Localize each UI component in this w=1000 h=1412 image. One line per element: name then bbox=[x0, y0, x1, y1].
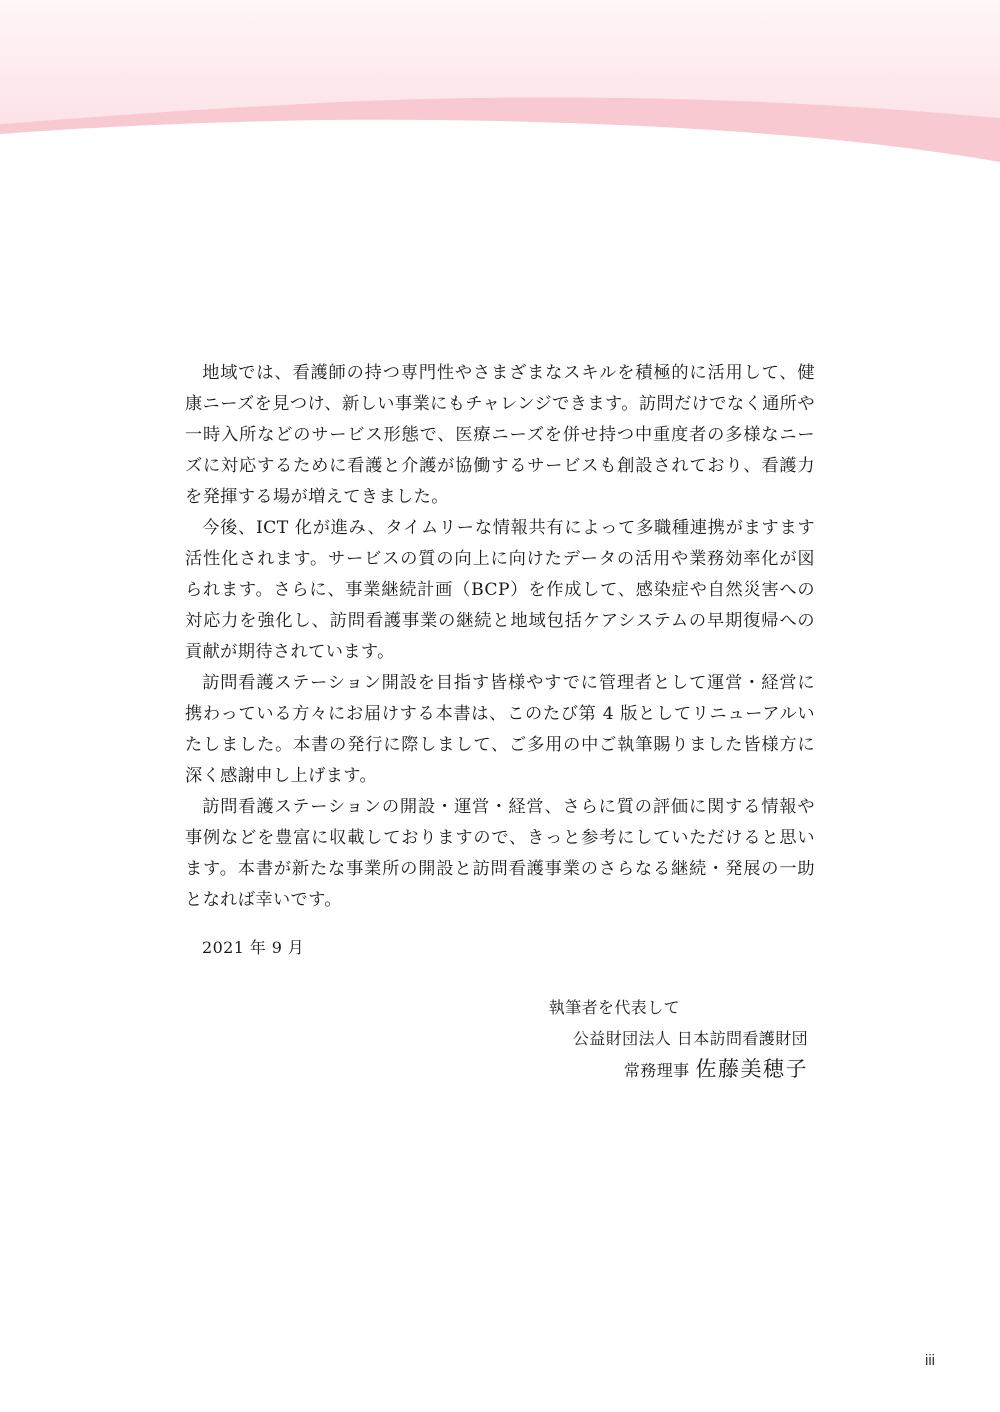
paragraph: 訪問看護ステーション開設を目指す皆様やすでに管理者として運営・経営に携わっている方々にお届けする本書は、このたび第 4 版としてリニューアルいたしました。本書の発行に際しまして、ご多用の中ご執筆賜りました皆様方に深く感謝申し上げます。 bbox=[185, 673, 815, 786]
signature-name-line bbox=[549, 1054, 808, 1086]
header-decoration bbox=[0, 0, 1000, 170]
signature-title: 常務理事 bbox=[623, 1061, 690, 1080]
signature-block bbox=[549, 992, 808, 1086]
signature-organization: 公益財団法人 日本訪問看護財団 bbox=[572, 1029, 808, 1048]
signature-name: 佐藤美穂子 bbox=[695, 1057, 808, 1081]
signature-line-representative: 執筆者を代表して bbox=[548, 998, 680, 1017]
paragraph: 訪問看護ステーションの開設・運営・経営、さらに質の評価に関する情報や事例などを豊富に収載しておりますので、きっと参考にしていただけると思います。本書が新たな事業所の開設と訪問看護事業のさらなる継続・発展の一助となれば幸いです。 bbox=[185, 797, 815, 910]
paragraph: 地域では、看護師の持つ専門性やさまざまなスキルを積極的に活用して、健康ニーズを見つけ、新しい事業にもチャレンジできます。訪問だけでなく通所や一時入所などのサービス形態で、医療ニーズを併せ持つ中重度者の多様なニーズに対応するために看護と介護が協働するサービスも創設されており、看護力を発揮する場が増えてきました。 bbox=[185, 363, 815, 507]
publication-date: 2021 年 9 月 bbox=[202, 938, 305, 957]
preface-body bbox=[185, 358, 815, 916]
page-number: iii bbox=[925, 1352, 935, 1369]
paragraph: 今後、ICT 化が進み、タイムリーな情報共有によって多職種連携がますます活性化されます。サービスの質の向上に向けたデータの活用や業務効率化が図られます。さらに、事業継続計画（BCP）を作成して、感染症や自然災害への対応力を強化し、訪問看護事業の継続と地域包括ケアシステムの早期復帰への貢献が期待されています。 bbox=[185, 518, 815, 662]
